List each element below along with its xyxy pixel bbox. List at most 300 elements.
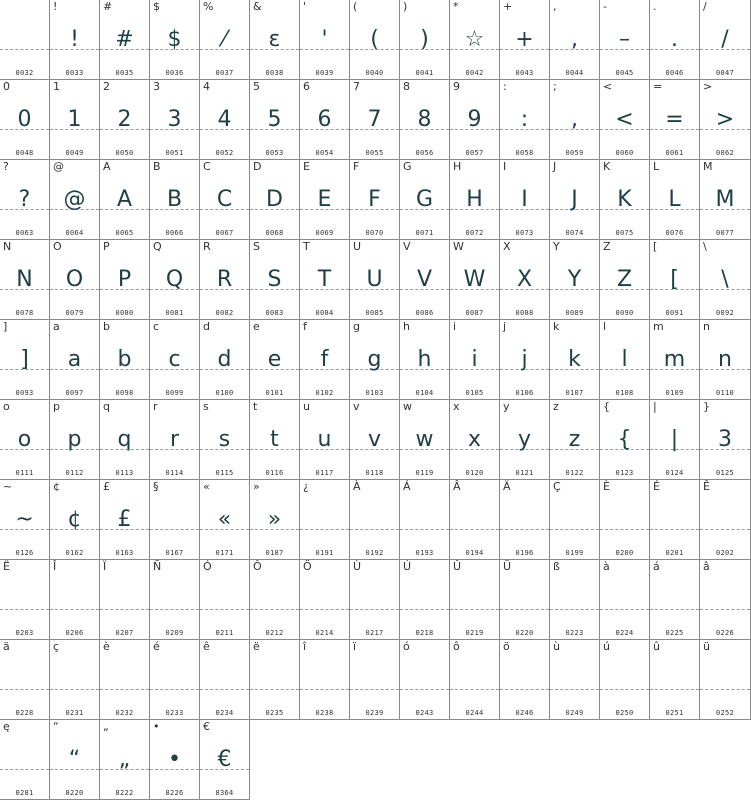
glyph-cell bbox=[550, 640, 600, 720]
character-label: m bbox=[653, 320, 664, 333]
character-label: ) bbox=[403, 0, 408, 13]
character-code: 0187 bbox=[265, 549, 284, 557]
character-code: 0231 bbox=[65, 709, 84, 717]
glyph-sample: 4 bbox=[217, 107, 232, 132]
character-label: ó bbox=[403, 640, 410, 653]
character-code: 0035 bbox=[115, 69, 134, 77]
glyph-cell bbox=[700, 400, 751, 480]
character-label: f bbox=[303, 320, 307, 333]
character-code: 0069 bbox=[315, 229, 334, 237]
glyph-cell bbox=[50, 0, 100, 80]
glyph-sample: , bbox=[571, 27, 578, 52]
glyph-cell bbox=[200, 560, 250, 640]
glyph-cell bbox=[100, 480, 150, 560]
glyph-sample: r bbox=[169, 427, 180, 452]
character-label: Ï bbox=[103, 560, 107, 573]
character-code: 0203 bbox=[15, 629, 34, 637]
character-label: y bbox=[503, 400, 510, 413]
glyph-cell bbox=[650, 560, 700, 640]
glyph-sample: { bbox=[617, 427, 632, 452]
character-code: 0056 bbox=[415, 149, 434, 157]
character-code: 0057 bbox=[465, 149, 484, 157]
character-label: D bbox=[253, 160, 262, 173]
character-label: E bbox=[303, 160, 310, 173]
character-code: 0046 bbox=[665, 69, 684, 77]
character-code: 0070 bbox=[365, 229, 384, 237]
character-label: n bbox=[703, 320, 710, 333]
character-label: H bbox=[453, 160, 462, 173]
glyph-sample: I bbox=[521, 187, 528, 212]
character-label: F bbox=[353, 160, 360, 173]
character-code: 0106 bbox=[515, 389, 534, 397]
character-code: 0199 bbox=[565, 549, 584, 557]
glyph-cell bbox=[300, 400, 350, 480]
character-label: ô bbox=[453, 640, 460, 653]
character-label: Ü bbox=[503, 560, 512, 573]
character-code: 0084 bbox=[315, 309, 334, 317]
character-label: 2 bbox=[103, 80, 110, 93]
glyph-cell bbox=[0, 480, 50, 560]
glyph-sample: y bbox=[517, 427, 532, 452]
glyph-sample: : bbox=[520, 107, 529, 132]
baseline-guide bbox=[0, 609, 49, 610]
glyph-cell bbox=[250, 480, 300, 560]
character-code: 0086 bbox=[415, 309, 434, 317]
character-code: 0123 bbox=[615, 469, 634, 477]
glyph-cell bbox=[550, 480, 600, 560]
character-label: l bbox=[603, 320, 607, 333]
character-label: V bbox=[403, 240, 411, 253]
glyph-sample: L bbox=[668, 187, 681, 212]
glyph-cell bbox=[650, 240, 700, 320]
character-code: 0224 bbox=[615, 629, 634, 637]
character-code: 0243 bbox=[415, 709, 434, 717]
glyph-cell bbox=[400, 80, 450, 160]
character-label: Ó bbox=[203, 560, 212, 573]
character-label: a bbox=[53, 320, 60, 333]
character-code: 0220 bbox=[515, 629, 534, 637]
glyph-sample: R bbox=[216, 267, 233, 292]
character-label: 7 bbox=[353, 80, 360, 93]
character-code: 0097 bbox=[65, 389, 84, 397]
character-code: 0060 bbox=[615, 149, 634, 157]
character-label: “ bbox=[53, 720, 59, 733]
glyph-sample: • bbox=[168, 747, 181, 772]
glyph-cell bbox=[300, 80, 350, 160]
glyph-cell bbox=[250, 560, 300, 640]
glyph-cell bbox=[600, 400, 650, 480]
baseline-guide bbox=[400, 609, 449, 610]
baseline-guide bbox=[50, 689, 99, 690]
glyph-sample: ɛ bbox=[268, 27, 281, 52]
glyph-cell bbox=[400, 560, 450, 640]
glyph-cell bbox=[350, 560, 400, 640]
character-label: S bbox=[253, 240, 260, 253]
character-label: { bbox=[603, 400, 610, 413]
character-label: « bbox=[203, 480, 210, 493]
glyph-cell bbox=[650, 480, 700, 560]
character-code: 0281 bbox=[15, 789, 34, 797]
glyph-cell bbox=[50, 80, 100, 160]
glyph-sample: l bbox=[621, 347, 628, 372]
glyph-cell bbox=[50, 240, 100, 320]
character-label: q bbox=[103, 400, 110, 413]
baseline-guide bbox=[0, 49, 49, 50]
glyph-cell bbox=[450, 80, 500, 160]
glyph-cell bbox=[0, 640, 50, 720]
character-code: 0053 bbox=[265, 149, 284, 157]
glyph-sample: » bbox=[267, 507, 282, 532]
character-code: 0105 bbox=[465, 389, 484, 397]
character-code: 0062 bbox=[715, 149, 735, 157]
glyph-sample: o bbox=[17, 427, 32, 452]
character-label: + bbox=[503, 0, 513, 13]
glyph-cell bbox=[650, 160, 700, 240]
character-code: 0052 bbox=[215, 149, 234, 157]
glyph-sample: | bbox=[670, 427, 679, 452]
glyph-cell bbox=[500, 80, 550, 160]
glyph-sample: W bbox=[463, 267, 486, 292]
glyph-sample: v bbox=[367, 427, 382, 452]
glyph-cell bbox=[200, 160, 250, 240]
character-code: 0113 bbox=[115, 469, 134, 477]
character-code: 0080 bbox=[115, 309, 134, 317]
character-label: Á bbox=[403, 480, 411, 493]
character-code: 0191 bbox=[315, 549, 334, 557]
character-code: 0043 bbox=[515, 69, 534, 77]
glyph-cell bbox=[300, 560, 350, 640]
glyph-cell bbox=[250, 240, 300, 320]
character-label: : bbox=[503, 80, 507, 93]
character-code: 0082 bbox=[215, 309, 234, 317]
character-label: X bbox=[503, 240, 511, 253]
character-code: 0078 bbox=[15, 309, 34, 317]
character-code: 0251 bbox=[665, 709, 684, 717]
glyph-cell bbox=[250, 0, 300, 80]
character-label: h bbox=[403, 320, 410, 333]
character-label: N bbox=[3, 240, 12, 253]
character-code: 8222 bbox=[115, 789, 134, 797]
glyph-sample: = bbox=[665, 107, 684, 132]
character-code: 0077 bbox=[715, 229, 735, 237]
character-code: 0076 bbox=[665, 229, 684, 237]
glyph-sample: ( bbox=[370, 27, 379, 52]
glyph-sample: D bbox=[266, 187, 283, 212]
glyph-cell bbox=[350, 240, 400, 320]
glyph-sample: ☆ bbox=[464, 27, 485, 52]
character-code: 0068 bbox=[265, 229, 284, 237]
character-label: Ñ bbox=[153, 560, 162, 573]
glyph-cell bbox=[600, 160, 650, 240]
glyph-cell bbox=[250, 80, 300, 160]
character-code: 0108 bbox=[615, 389, 634, 397]
glyph-cell bbox=[550, 560, 600, 640]
character-label: M bbox=[703, 160, 713, 173]
character-label: * bbox=[453, 0, 459, 13]
glyph-cell bbox=[100, 80, 150, 160]
character-code: 0239 bbox=[365, 709, 384, 717]
glyph-cell bbox=[200, 480, 250, 560]
glyph-cell bbox=[50, 640, 100, 720]
character-code: 0102 bbox=[315, 389, 334, 397]
glyph-sample: / bbox=[721, 27, 729, 52]
glyph-sample: Q bbox=[165, 267, 184, 292]
character-label: U bbox=[353, 240, 362, 253]
character-code: 0117 bbox=[315, 469, 334, 477]
character-label: w bbox=[403, 400, 412, 413]
character-label: • bbox=[153, 720, 160, 733]
character-label: | bbox=[653, 400, 657, 413]
character-code: 0167 bbox=[165, 549, 184, 557]
character-code: 0055 bbox=[365, 149, 384, 157]
character-code: 0125 bbox=[715, 469, 735, 477]
character-code: 0037 bbox=[215, 69, 234, 77]
character-label: O bbox=[53, 240, 62, 253]
character-code: 0048 bbox=[15, 149, 34, 157]
character-code: 0228 bbox=[15, 709, 34, 717]
glyph-cell bbox=[700, 240, 751, 320]
character-label: ù bbox=[553, 640, 560, 653]
character-code: 0226 bbox=[715, 629, 735, 637]
glyph-cell bbox=[0, 160, 50, 240]
baseline-guide bbox=[300, 609, 349, 610]
glyph-sample: T bbox=[317, 267, 332, 292]
character-label: § bbox=[153, 480, 159, 493]
glyph-cell bbox=[600, 480, 650, 560]
glyph-sample: 5 bbox=[267, 107, 282, 132]
character-code: 0219 bbox=[465, 629, 484, 637]
character-code: 0091 bbox=[665, 309, 684, 317]
glyph-cell bbox=[0, 400, 50, 480]
character-label: ß bbox=[553, 560, 560, 573]
glyph-cell bbox=[0, 240, 50, 320]
character-label: c bbox=[153, 320, 160, 333]
character-label: Q bbox=[153, 240, 162, 253]
character-code: 0098 bbox=[115, 389, 134, 397]
glyph-cell bbox=[500, 0, 550, 80]
character-code: 0250 bbox=[615, 709, 634, 717]
character-label: ¢ bbox=[53, 480, 60, 493]
glyph-cell bbox=[150, 160, 200, 240]
glyph-cell bbox=[200, 720, 250, 800]
baseline-guide bbox=[550, 529, 599, 530]
glyph-cell bbox=[250, 160, 300, 240]
glyph-sample: 3 bbox=[718, 427, 732, 452]
baseline-guide bbox=[200, 689, 249, 690]
character-code: 0093 bbox=[15, 389, 34, 397]
baseline-guide bbox=[600, 689, 649, 690]
glyph-sample: S bbox=[267, 267, 282, 292]
glyph-sample: w bbox=[415, 427, 434, 452]
glyph-cell bbox=[650, 640, 700, 720]
character-label: ( bbox=[353, 0, 358, 13]
character-code: 0232 bbox=[115, 709, 134, 717]
character-label: 0 bbox=[3, 80, 10, 93]
glyph-sample: B bbox=[166, 187, 183, 212]
glyph-cell bbox=[700, 160, 751, 240]
character-label: [ bbox=[653, 240, 658, 253]
glyph-sample: n bbox=[718, 347, 732, 372]
character-label: x bbox=[453, 400, 460, 413]
glyph-cell bbox=[250, 400, 300, 480]
glyph-sample: 7 bbox=[367, 107, 382, 132]
character-label: € bbox=[203, 720, 210, 733]
character-code: 8220 bbox=[65, 789, 84, 797]
glyph-sample: s bbox=[218, 427, 231, 452]
glyph-sample: ~ bbox=[15, 507, 34, 532]
character-label: I bbox=[503, 160, 507, 173]
character-label: ? bbox=[3, 160, 9, 173]
baseline-guide bbox=[0, 689, 49, 690]
glyph-sample: k bbox=[568, 347, 581, 372]
glyph-cell bbox=[450, 0, 500, 80]
character-code: 0083 bbox=[265, 309, 284, 317]
character-label: » bbox=[253, 480, 260, 493]
baseline-guide bbox=[250, 609, 299, 610]
character-code: 0126 bbox=[15, 549, 34, 557]
character-code: 0073 bbox=[515, 229, 534, 237]
baseline-guide bbox=[550, 689, 599, 690]
glyph-cell bbox=[100, 240, 150, 320]
glyph-cell bbox=[350, 480, 400, 560]
character-label: 1 bbox=[53, 80, 60, 93]
character-label: 3 bbox=[153, 80, 160, 93]
glyph-cell bbox=[0, 0, 50, 80]
glyph-cell bbox=[650, 80, 700, 160]
baseline-guide bbox=[500, 689, 549, 690]
character-label: B bbox=[153, 160, 161, 173]
glyph-cell bbox=[400, 480, 450, 560]
character-label: ~ bbox=[3, 480, 13, 493]
glyph-sample: U bbox=[366, 267, 383, 292]
character-code: 0036 bbox=[165, 69, 184, 77]
character-label: ¿ bbox=[303, 480, 309, 493]
glyph-cell bbox=[100, 400, 150, 480]
glyph-cell bbox=[300, 240, 350, 320]
glyph-sample: ] bbox=[20, 347, 29, 372]
character-code: 0063 bbox=[15, 229, 34, 237]
glyph-cell bbox=[50, 480, 100, 560]
character-label: Î bbox=[53, 560, 57, 573]
character-code: 0071 bbox=[415, 229, 434, 237]
glyph-sample: u bbox=[317, 427, 332, 452]
glyph-sample: M bbox=[715, 187, 735, 212]
character-label: â bbox=[703, 560, 710, 573]
glyph-cell bbox=[550, 400, 600, 480]
baseline-guide bbox=[350, 689, 399, 690]
character-code: 0067 bbox=[215, 229, 234, 237]
character-code: 0090 bbox=[615, 309, 634, 317]
glyph-sample: ' bbox=[321, 27, 328, 52]
character-code: 0162 bbox=[65, 549, 84, 557]
character-label: R bbox=[203, 240, 211, 253]
character-label: v bbox=[353, 400, 360, 413]
glyph-cell bbox=[350, 320, 400, 400]
glyph-cell bbox=[200, 0, 250, 80]
glyph-sample: > bbox=[715, 107, 735, 132]
character-code: 0059 bbox=[565, 149, 584, 157]
glyph-sample: < bbox=[615, 107, 634, 132]
baseline-guide bbox=[500, 609, 549, 610]
character-label: ë bbox=[253, 640, 260, 653]
character-code: 0092 bbox=[715, 309, 735, 317]
baseline-guide bbox=[100, 689, 149, 690]
character-code: 0042 bbox=[465, 69, 484, 77]
glyph-cell bbox=[200, 240, 250, 320]
glyph-cell bbox=[500, 240, 550, 320]
glyph-cell bbox=[150, 640, 200, 720]
character-code: 0044 bbox=[565, 69, 584, 77]
character-label: T bbox=[303, 240, 310, 253]
glyph-cell bbox=[450, 240, 500, 320]
character-code: 0218 bbox=[415, 629, 434, 637]
glyph-sample: $ bbox=[167, 27, 182, 52]
character-code: 0235 bbox=[265, 709, 284, 717]
character-code: 0225 bbox=[665, 629, 684, 637]
character-code: 0209 bbox=[165, 629, 184, 637]
baseline-guide bbox=[0, 769, 49, 770]
glyph-cell bbox=[400, 640, 450, 720]
baseline-guide bbox=[350, 529, 399, 530]
character-label: # bbox=[103, 0, 113, 13]
glyph-cell bbox=[400, 240, 450, 320]
glyph-cell bbox=[100, 160, 150, 240]
glyph-cell bbox=[700, 640, 751, 720]
glyph-cell bbox=[300, 640, 350, 720]
glyph-sample: ⁄ bbox=[222, 27, 227, 52]
character-label: £ bbox=[103, 480, 110, 493]
character-code: 0214 bbox=[315, 629, 334, 637]
glyph-cell bbox=[650, 400, 700, 480]
character-label: á bbox=[653, 560, 660, 573]
glyph-sample: £ bbox=[117, 507, 132, 532]
baseline-guide bbox=[300, 689, 349, 690]
baseline-guide bbox=[700, 609, 750, 610]
glyph-cell bbox=[700, 80, 751, 160]
glyph-cell bbox=[250, 320, 300, 400]
glyph-sample: Y bbox=[567, 267, 582, 292]
glyph-cell bbox=[50, 160, 100, 240]
character-code: 0104 bbox=[415, 389, 434, 397]
glyph-cell bbox=[0, 720, 50, 800]
character-label: Ê bbox=[703, 480, 710, 493]
character-label: Ù bbox=[353, 560, 362, 573]
glyph-cell bbox=[0, 320, 50, 400]
character-label: \ bbox=[703, 240, 707, 253]
glyph-cell bbox=[150, 240, 200, 320]
character-label: Ö bbox=[303, 560, 312, 573]
glyph-cell bbox=[150, 480, 200, 560]
glyph-sample: c bbox=[168, 347, 181, 372]
character-label: > bbox=[703, 80, 713, 93]
character-label: 6 bbox=[303, 80, 310, 93]
character-label: i bbox=[453, 320, 457, 333]
character-code: 0238 bbox=[315, 709, 334, 717]
character-code: 0085 bbox=[365, 309, 384, 317]
character-label: È bbox=[603, 480, 610, 493]
character-code: 0206 bbox=[65, 629, 84, 637]
glyph-sample: a bbox=[67, 347, 82, 372]
character-label: P bbox=[103, 240, 110, 253]
glyph-sample: O bbox=[65, 267, 84, 292]
character-label: ę bbox=[3, 720, 10, 733]
glyph-cell bbox=[200, 80, 250, 160]
baseline-guide bbox=[450, 689, 499, 690]
glyph-cell bbox=[550, 240, 600, 320]
character-label: % bbox=[203, 0, 214, 13]
character-label: k bbox=[553, 320, 560, 333]
character-code: 0072 bbox=[465, 229, 484, 237]
